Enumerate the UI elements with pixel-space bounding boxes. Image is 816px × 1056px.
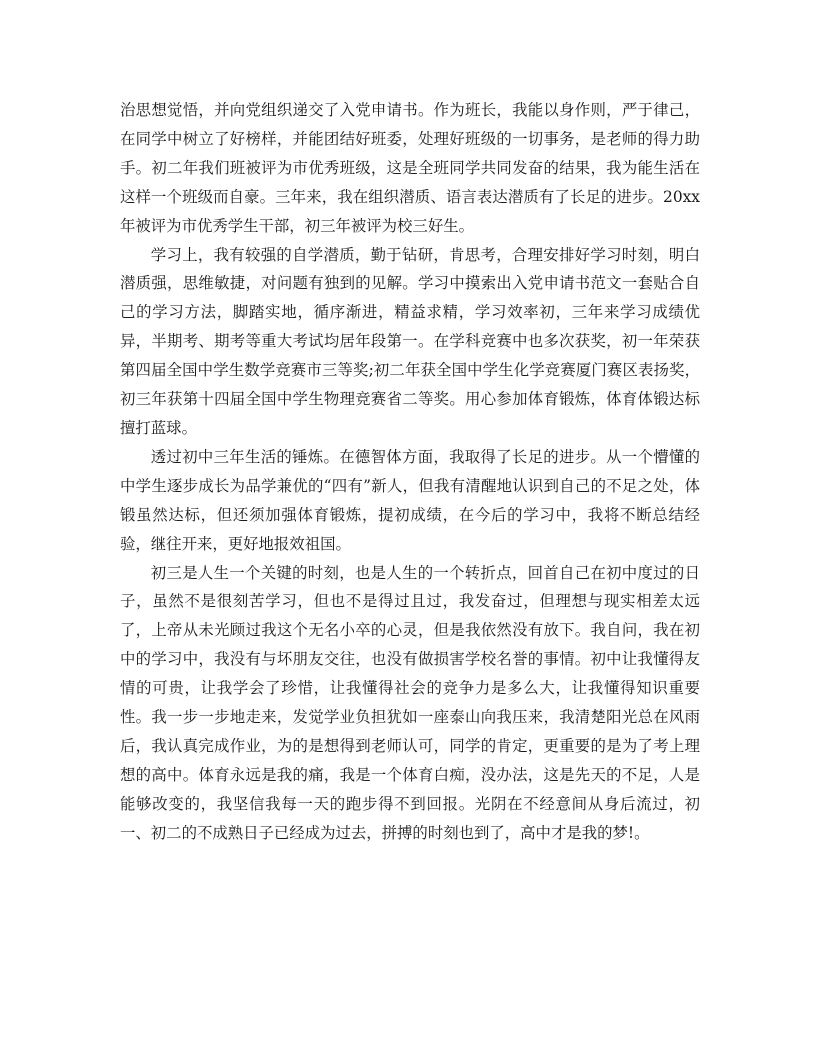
- document-body: [120, 96, 700, 848]
- paragraph-junior-three: 初三是人生一个关键的时刻，也是人生的一个转折点，回首自己在初中度过的日子，虽然不是很刻苦学习，但也不是得过且过，我发奋过，但理想与现实相差太远了，上帝从未光顾过我这个无名小卒的心灵，但是我依然没有放下。我自问，我在初中的学习中，我没有与坏朋友交往，也没有做损害学校名誉的事情。初中让我懂得友情的可贵，让我学会了珍惜，让我懂得社会的竞争力是多么大，让我懂得知识重要性。我一步一步地走来，发觉学业负担犹如一座泰山向我压来，我清楚阳光总在风雨后，我认真完成作业，为的是想得到老师认可，同学的肯定，更重要的是为了考上理想的高中。体育永远是我的痛，我是一个体育白痴，没办法，这是先天的不足，人是能够改变的，我坚信我每一天的跑步得不到回报。光阴在不经意间从身后流过，初一、初二的不成熟日子已经成为过去，拼搏的时刻也到了，高中才是我的梦!。: [120, 563, 700, 842]
- paragraph-three-years: 透过初中三年生活的锤炼。在德智体方面，我取得了长足的进步。从一个懵懂的中学生逐步成长为品学兼优的“四有”新人，但我有清醒地认识到自己的不足之处，体锻虽然达标，但还须加强体育锻炼，提初成绩，在今后的学习中，我将不断总结经验，继往开来，更好地报效祖国。: [120, 447, 700, 553]
- paragraph-study: 学习上，我有较强的自学潜质，勤于钻研，肯思考，合理安排好学习时刻，明白潜质强，思维敏捷，对问题有独到的见解。学习中摸索出入党申请书范文一套贴合自己的学习方法，脚踏实地，循序渐进，精益求精，学习效率初，三年来学习成绩优异，半期考、期考等重大考试均居年段第一。在学科竞赛中也多次获奖，初一年荣获第四届全国中学生数学竞赛市三等奖;初二年获全国中学生化学竞赛厦门赛区表扬奖，初三年获第十四届全国中学生物理竞赛省二等奖。用心参加体育锻炼，体育体锻达标擅打蓝球。: [120, 245, 700, 437]
- paragraph-political-awareness: 治思想觉悟，并向党组织递交了入党申请书。作为班长，我能以身作则，严于律己，在同学中树立了好榜样，并能团结好班委，处理好班级的一切事务，是老师的得力助手。初二年我们班被评为市优秀班级，这是全班同学共同发奋的结果，我为能生活在这样一个班级而自豪。三年来，我在组织潜质、语言表达潜质有了长足的进步。20xx 年被评为市优秀学生干部，初三年被评为校三好生。: [120, 101, 700, 235]
